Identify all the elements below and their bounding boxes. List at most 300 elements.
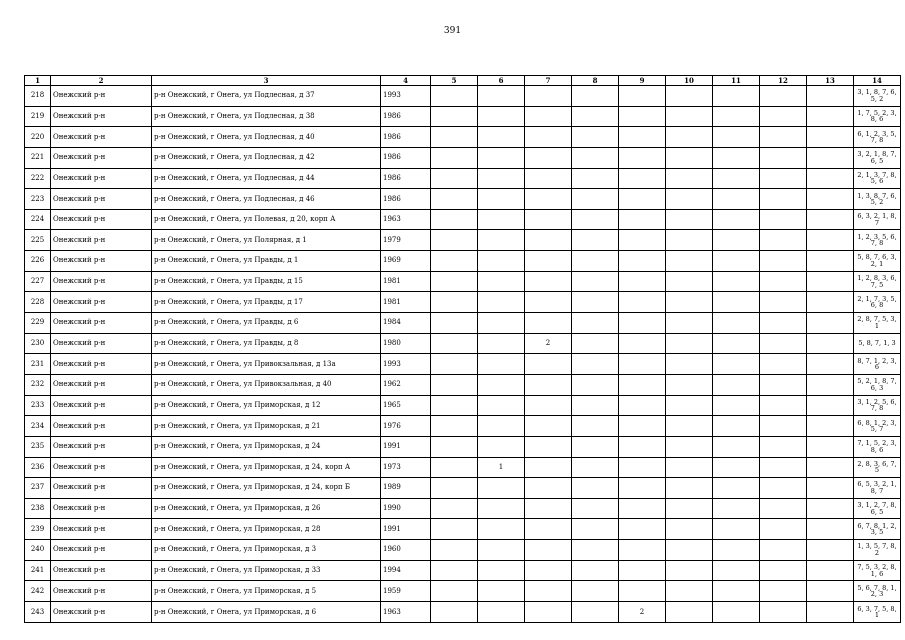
address-cell: р-н Онежский, г Онега, ул Подлесная, д 44: [152, 168, 381, 189]
year-cell: 1960: [381, 540, 431, 561]
col10-cell: [666, 498, 713, 519]
col7-cell: [525, 147, 572, 168]
col9-cell: [619, 333, 666, 354]
col8-cell: [572, 457, 619, 478]
col11-cell: [713, 168, 760, 189]
col13-cell: [807, 147, 854, 168]
row-number: 241: [25, 560, 51, 581]
col9-cell: [619, 313, 666, 334]
address-cell: р-н Онежский, г Онега, ул Правды, д 15: [152, 271, 381, 292]
data-table: [24, 75, 901, 623]
table-row: [25, 168, 901, 189]
district-cell: Онежский р-н: [51, 498, 152, 519]
row-number: 234: [25, 416, 51, 437]
col6-cell: [478, 333, 525, 354]
col12-cell: [760, 209, 807, 230]
column-header-5: 5: [431, 76, 478, 86]
col8-cell: [572, 333, 619, 354]
col6-cell: [478, 147, 525, 168]
sequence-cell: 7, 1, 5, 2, 3, 8, 6: [854, 436, 901, 457]
col12-cell: [760, 354, 807, 375]
col12-cell: [760, 106, 807, 127]
col11-cell: [713, 251, 760, 272]
district-cell: Онежский р-н: [51, 271, 152, 292]
col8-cell: [572, 519, 619, 540]
row-number: 224: [25, 209, 51, 230]
col7-cell: [525, 519, 572, 540]
table-row: [25, 127, 901, 148]
col8-cell: [572, 374, 619, 395]
col9-cell: [619, 416, 666, 437]
col11-cell: [713, 519, 760, 540]
year-cell: 1994: [381, 560, 431, 581]
row-number: 219: [25, 106, 51, 127]
district-cell: Онежский р-н: [51, 251, 152, 272]
table-row: [25, 209, 901, 230]
row-number: 238: [25, 498, 51, 519]
col6-cell: [478, 86, 525, 107]
col7-cell: [525, 416, 572, 437]
row-number: 242: [25, 581, 51, 602]
year-cell: 1993: [381, 86, 431, 107]
col6-cell: [478, 271, 525, 292]
district-cell: Онежский р-н: [51, 602, 152, 623]
col6-cell: [478, 416, 525, 437]
address-cell: р-н Онежский, г Онега, ул Привокзальная, д 13а: [152, 354, 381, 375]
row-number: 230: [25, 333, 51, 354]
year-cell: 1981: [381, 292, 431, 313]
address-cell: р-н Онежский, г Онега, ул Подлесная, д 46: [152, 189, 381, 210]
col7-cell: [525, 168, 572, 189]
district-cell: Онежский р-н: [51, 354, 152, 375]
table-row: [25, 581, 901, 602]
col11-cell: [713, 313, 760, 334]
col11-cell: [713, 457, 760, 478]
year-cell: 1991: [381, 436, 431, 457]
col13-cell: [807, 519, 854, 540]
col12-cell: [760, 86, 807, 107]
col5-cell: [431, 292, 478, 313]
address-cell: р-н Онежский, г Онега, ул Полевая, д 20, корп А: [152, 209, 381, 230]
district-cell: Онежский р-н: [51, 106, 152, 127]
col9-cell: [619, 86, 666, 107]
col10-cell: [666, 209, 713, 230]
district-cell: Онежский р-н: [51, 540, 152, 561]
column-header-10: 10: [666, 76, 713, 86]
row-number: 233: [25, 395, 51, 416]
col6-cell: [478, 374, 525, 395]
col11-cell: [713, 354, 760, 375]
col10-cell: [666, 313, 713, 334]
col12-cell: [760, 395, 807, 416]
col13-cell: [807, 106, 854, 127]
col12-cell: [760, 519, 807, 540]
col6-cell: [478, 602, 525, 623]
column-header-9: 9: [619, 76, 666, 86]
table-row: [25, 457, 901, 478]
col6-cell: [478, 354, 525, 375]
year-cell: 1986: [381, 147, 431, 168]
col8-cell: [572, 127, 619, 148]
year-cell: 1973: [381, 457, 431, 478]
address-cell: р-н Онежский, г Онега, ул Приморская, д 26: [152, 498, 381, 519]
year-cell: 1969: [381, 251, 431, 272]
col8-cell: [572, 354, 619, 375]
column-header-14: 14: [854, 76, 901, 86]
sequence-cell: 1, 7, 5, 2, 3, 8, 6: [854, 106, 901, 127]
col12-cell: [760, 416, 807, 437]
col6-cell: [478, 498, 525, 519]
col10-cell: [666, 478, 713, 499]
col7-cell: [525, 251, 572, 272]
year-cell: 1976: [381, 416, 431, 437]
table-row: [25, 86, 901, 107]
address-cell: р-н Онежский, г Онега, ул Полярная, д 1: [152, 230, 381, 251]
col13-cell: [807, 560, 854, 581]
sequence-cell: 3, 2, 1, 8, 7, 6, 5: [854, 147, 901, 168]
address-cell: р-н Онежский, г Онега, ул Правды, д 6: [152, 313, 381, 334]
col6-cell: [478, 436, 525, 457]
col7-cell: [525, 498, 572, 519]
col7-cell: [525, 86, 572, 107]
col6-cell: [478, 395, 525, 416]
col6-cell: [478, 189, 525, 210]
col11-cell: [713, 416, 760, 437]
col7-cell: 2: [525, 333, 572, 354]
col9-cell: [619, 354, 666, 375]
sequence-cell: 6, 3, 7, 5, 8, 1: [854, 602, 901, 623]
col10-cell: [666, 251, 713, 272]
table-row: [25, 271, 901, 292]
row-number: 237: [25, 478, 51, 499]
col13-cell: [807, 189, 854, 210]
col12-cell: [760, 333, 807, 354]
table-row: [25, 354, 901, 375]
year-cell: 1986: [381, 168, 431, 189]
col10-cell: [666, 374, 713, 395]
year-cell: 1963: [381, 209, 431, 230]
table-row: [25, 292, 901, 313]
col12-cell: [760, 560, 807, 581]
col11-cell: [713, 560, 760, 581]
col13-cell: [807, 581, 854, 602]
sequence-cell: 1, 3, 5, 7, 8, 2: [854, 540, 901, 561]
table-row: [25, 333, 901, 354]
row-number: 243: [25, 602, 51, 623]
col5-cell: [431, 498, 478, 519]
col9-cell: [619, 457, 666, 478]
district-cell: Онежский р-н: [51, 230, 152, 251]
col10-cell: [666, 457, 713, 478]
col6-cell: [478, 106, 525, 127]
address-cell: р-н Онежский, г Онега, ул Приморская, д 6: [152, 602, 381, 623]
address-cell: р-н Онежский, г Онега, ул Приморская, д 28: [152, 519, 381, 540]
col9-cell: [619, 519, 666, 540]
col5-cell: [431, 147, 478, 168]
address-cell: р-н Онежский, г Онега, ул Правды, д 8: [152, 333, 381, 354]
col10-cell: [666, 230, 713, 251]
page-number: 391: [443, 26, 462, 36]
col11-cell: [713, 209, 760, 230]
col12-cell: [760, 374, 807, 395]
address-cell: р-н Онежский, г Онега, ул Приморская, д 21: [152, 416, 381, 437]
col8-cell: [572, 106, 619, 127]
col5-cell: [431, 106, 478, 127]
sequence-cell: 1, 2, 3, 5, 6, 7, 8: [854, 230, 901, 251]
col7-cell: [525, 292, 572, 313]
col13-cell: [807, 209, 854, 230]
col12-cell: [760, 147, 807, 168]
col9-cell: [619, 127, 666, 148]
address-cell: р-н Онежский, г Онега, ул Подлесная, д 42: [152, 147, 381, 168]
col6-cell: [478, 209, 525, 230]
col13-cell: [807, 333, 854, 354]
col5-cell: [431, 127, 478, 148]
district-cell: Онежский р-н: [51, 519, 152, 540]
col5-cell: [431, 230, 478, 251]
sequence-cell: 5, 2, 1, 8, 7, 6, 3: [854, 374, 901, 395]
col11-cell: [713, 271, 760, 292]
year-cell: 1962: [381, 374, 431, 395]
col10-cell: [666, 395, 713, 416]
row-number: 231: [25, 354, 51, 375]
column-header-1: 1: [25, 76, 51, 86]
column-header-8: 8: [572, 76, 619, 86]
district-cell: Онежский р-н: [51, 209, 152, 230]
col8-cell: [572, 168, 619, 189]
table-body: [25, 86, 901, 623]
district-cell: Онежский р-н: [51, 374, 152, 395]
table-row: [25, 374, 901, 395]
col13-cell: [807, 168, 854, 189]
sequence-cell: 3, 1, 2, 5, 6, 7, 8: [854, 395, 901, 416]
col9-cell: [619, 478, 666, 499]
table-row: [25, 313, 901, 334]
col5-cell: [431, 560, 478, 581]
sequence-cell: 3, 1, 8, 7, 6, 5, 2: [854, 86, 901, 107]
sequence-cell: 6, 1, 2, 3, 5, 7, 8: [854, 127, 901, 148]
col12-cell: [760, 168, 807, 189]
col8-cell: [572, 498, 619, 519]
col13-cell: [807, 292, 854, 313]
col9-cell: [619, 436, 666, 457]
col5-cell: [431, 333, 478, 354]
col9-cell: [619, 395, 666, 416]
col9-cell: [619, 209, 666, 230]
row-number: 235: [25, 436, 51, 457]
district-cell: Онежский р-н: [51, 478, 152, 499]
col13-cell: [807, 251, 854, 272]
year-cell: 1986: [381, 127, 431, 148]
col6-cell: [478, 168, 525, 189]
col8-cell: [572, 292, 619, 313]
col10-cell: [666, 540, 713, 561]
district-cell: Онежский р-н: [51, 560, 152, 581]
col6-cell: [478, 581, 525, 602]
col9-cell: [619, 168, 666, 189]
col10-cell: [666, 354, 713, 375]
col12-cell: [760, 189, 807, 210]
col6-cell: [478, 230, 525, 251]
col13-cell: [807, 127, 854, 148]
table-row: [25, 106, 901, 127]
col5-cell: [431, 251, 478, 272]
col8-cell: [572, 209, 619, 230]
year-cell: 1959: [381, 581, 431, 602]
sequence-cell: 6, 3, 2, 1, 8, 7: [854, 209, 901, 230]
year-cell: 1993: [381, 354, 431, 375]
col9-cell: [619, 498, 666, 519]
address-cell: р-н Онежский, г Онега, ул Правды, д 17: [152, 292, 381, 313]
col13-cell: [807, 478, 854, 499]
col6-cell: [478, 127, 525, 148]
col12-cell: [760, 436, 807, 457]
address-cell: р-н Онежский, г Онега, ул Приморская, д 24, корп А: [152, 457, 381, 478]
col12-cell: [760, 127, 807, 148]
col5-cell: [431, 168, 478, 189]
sequence-cell: 5, 6, 7, 8, 1, 2, 3: [854, 581, 901, 602]
year-cell: 1981: [381, 271, 431, 292]
address-cell: р-н Онежский, г Онега, ул Подлесная, д 38: [152, 106, 381, 127]
col12-cell: [760, 457, 807, 478]
table-row: [25, 189, 901, 210]
col10-cell: [666, 519, 713, 540]
col9-cell: [619, 292, 666, 313]
col11-cell: [713, 127, 760, 148]
sequence-cell: 7, 5, 3, 2, 8, 1, 6: [854, 560, 901, 581]
col13-cell: [807, 374, 854, 395]
year-cell: 1984: [381, 313, 431, 334]
col10-cell: [666, 416, 713, 437]
col10-cell: [666, 292, 713, 313]
year-cell: 1980: [381, 333, 431, 354]
col7-cell: [525, 374, 572, 395]
col8-cell: [572, 602, 619, 623]
col12-cell: [760, 602, 807, 623]
col6-cell: [478, 560, 525, 581]
sequence-cell: 6, 5, 3, 2, 1, 8, 7: [854, 478, 901, 499]
row-number: 221: [25, 147, 51, 168]
col13-cell: [807, 457, 854, 478]
district-cell: Онежский р-н: [51, 457, 152, 478]
col11-cell: [713, 395, 760, 416]
sequence-cell: 1, 3, 8, 7, 6, 5, 2: [854, 189, 901, 210]
column-header-3: 3: [152, 76, 381, 86]
column-header-4: 4: [381, 76, 431, 86]
col13-cell: [807, 498, 854, 519]
row-number: 240: [25, 540, 51, 561]
col7-cell: [525, 436, 572, 457]
district-cell: Онежский р-н: [51, 147, 152, 168]
col10-cell: [666, 127, 713, 148]
col5-cell: [431, 86, 478, 107]
sequence-cell: 2, 1, 3, 7, 8, 5, 6: [854, 168, 901, 189]
col10-cell: [666, 86, 713, 107]
col10-cell: [666, 106, 713, 127]
col5-cell: [431, 602, 478, 623]
col12-cell: [760, 292, 807, 313]
district-cell: Онежский р-н: [51, 189, 152, 210]
row-number: 218: [25, 86, 51, 107]
col12-cell: [760, 540, 807, 561]
district-cell: Онежский р-н: [51, 292, 152, 313]
col7-cell: [525, 457, 572, 478]
col13-cell: [807, 354, 854, 375]
column-header-7: 7: [525, 76, 572, 86]
col11-cell: [713, 147, 760, 168]
col7-cell: [525, 354, 572, 375]
col11-cell: [713, 333, 760, 354]
col10-cell: [666, 333, 713, 354]
col8-cell: [572, 436, 619, 457]
col7-cell: [525, 478, 572, 499]
col10-cell: [666, 560, 713, 581]
col7-cell: [525, 230, 572, 251]
col11-cell: [713, 374, 760, 395]
address-cell: р-н Онежский, г Онега, ул Приморская, д 3: [152, 540, 381, 561]
col6-cell: [478, 292, 525, 313]
address-cell: р-н Онежский, г Онега, ул Привокзальная, д 40: [152, 374, 381, 395]
col7-cell: [525, 106, 572, 127]
col11-cell: [713, 230, 760, 251]
column-header-11: 11: [713, 76, 760, 86]
address-cell: р-н Онежский, г Онега, ул Приморская, д 24: [152, 436, 381, 457]
district-cell: Онежский р-н: [51, 416, 152, 437]
col12-cell: [760, 271, 807, 292]
address-cell: р-н Онежский, г Онега, ул Правды, д 1: [152, 251, 381, 272]
address-cell: р-н Онежский, г Онега, ул Приморская, д 24, корп Б: [152, 478, 381, 499]
col12-cell: [760, 498, 807, 519]
year-cell: 1979: [381, 230, 431, 251]
table-row: [25, 602, 901, 623]
row-number: 222: [25, 168, 51, 189]
table-row: [25, 498, 901, 519]
col5-cell: [431, 457, 478, 478]
col8-cell: [572, 230, 619, 251]
col5-cell: [431, 271, 478, 292]
col8-cell: [572, 189, 619, 210]
column-header-13: 13: [807, 76, 854, 86]
table-row: [25, 478, 901, 499]
col9-cell: [619, 189, 666, 210]
col13-cell: [807, 436, 854, 457]
col13-cell: [807, 230, 854, 251]
district-cell: Онежский р-н: [51, 168, 152, 189]
col8-cell: [572, 560, 619, 581]
col6-cell: [478, 519, 525, 540]
col5-cell: [431, 581, 478, 602]
col8-cell: [572, 540, 619, 561]
col7-cell: [525, 313, 572, 334]
col9-cell: [619, 374, 666, 395]
column-header-6: 6: [478, 76, 525, 86]
col5-cell: [431, 416, 478, 437]
sequence-cell: 8, 7, 1, 2, 3, 6: [854, 354, 901, 375]
col11-cell: [713, 86, 760, 107]
year-cell: 1965: [381, 395, 431, 416]
col12-cell: [760, 251, 807, 272]
sequence-cell: 6, 7, 8, 1, 2, 3, 5: [854, 519, 901, 540]
col5-cell: [431, 189, 478, 210]
address-cell: р-н Онежский, г Онега, ул Приморская, д 5: [152, 581, 381, 602]
col11-cell: [713, 189, 760, 210]
col13-cell: [807, 313, 854, 334]
col8-cell: [572, 478, 619, 499]
col9-cell: [619, 230, 666, 251]
year-cell: 1986: [381, 106, 431, 127]
col7-cell: [525, 189, 572, 210]
col5-cell: [431, 395, 478, 416]
